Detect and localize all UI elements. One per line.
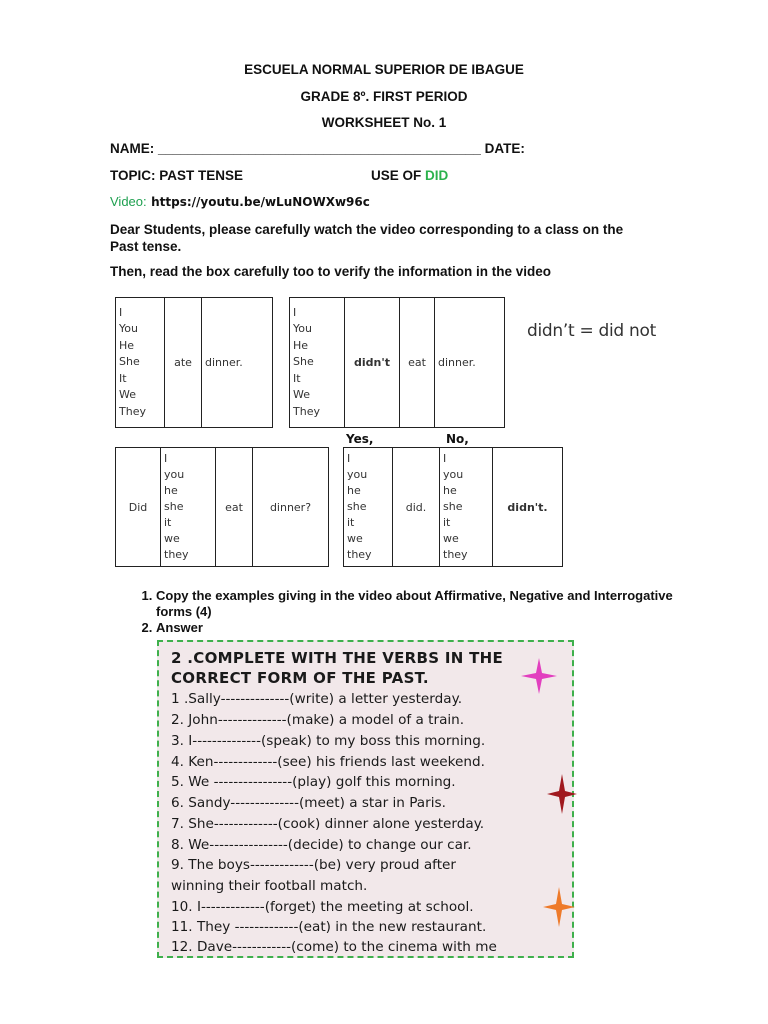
pronoun: it [443,516,451,529]
verb-cell: eat [216,448,253,567]
exercise-line: 7. She-------------(cook) dinner alone yesterday. [171,816,485,832]
pronoun: she [443,500,463,513]
pronoun: they [443,548,468,561]
pronoun: I [443,452,447,465]
contraction-note: didn’t = did not [527,321,656,341]
pronoun: you [443,468,464,481]
exercise-line: 3. I--------------(speak) to my boss this morning. [171,733,486,749]
red-star-icon [547,774,577,814]
orange-star-icon [543,887,575,927]
task-list [110,588,676,636]
object-cell: dinner. [202,298,273,428]
pronoun: I [347,452,351,465]
exercise-line: 2. John--------------(make) a model of a train. [171,712,465,728]
pronoun-cell [161,448,216,567]
pronoun: You [293,322,312,336]
exercise-line: 9. The boys-------------(be) very proud after [171,857,456,873]
pronoun: they [164,548,189,561]
task-item: 2. Answer [156,620,676,636]
pronoun-list [347,451,389,563]
pronoun-list [293,305,341,421]
verb-cell: eat [400,298,435,428]
affirmative-table [115,297,273,428]
pronoun-cell [116,298,165,428]
exercise-line: 8. We----------------(decide) to change our car. [171,837,472,853]
pronoun: she [164,500,184,513]
pronoun: We [119,388,136,402]
pronoun-cell [440,448,493,567]
pronoun: he [443,484,457,497]
exercise-line: 4. Ken-------------(see) his friends last weekend. [171,754,485,770]
pronoun-cell [344,448,393,567]
exercise-box [157,640,574,958]
exercise-line: 5. We ----------------(play) golf this morning. [171,774,456,790]
exercise-line: winning their football match. [171,878,368,894]
use-of-did: DID [425,168,449,183]
pronoun-list [443,451,489,563]
pronoun: we [443,532,459,545]
pronoun: you [347,468,368,481]
instruction-paragraph: Then, read the box carefully too to verify the information in the video [110,264,552,279]
pronoun: She [293,355,314,369]
exercise-line: 10. I-------------(forget) the meeting at school. [171,899,474,915]
exercise-line: 11. They -------------(eat) in the new restaurant. [171,919,487,935]
pronoun: You [119,322,138,336]
exercise-line: 6. Sandy--------------(meet) a star in Paris. [171,795,446,811]
pronoun: She [119,355,140,369]
exercise-line: 12. Dave------------(come) to the cinema with me [171,939,497,955]
topic-label: TOPIC: PAST TENSE [110,168,244,183]
video-link[interactable]: https://youtu.be/wLuNOWXw96c [151,195,370,209]
grade-period: GRADE 8º. FIRST PERIOD [300,89,468,104]
pronoun: she [347,500,367,513]
short-no-cell: didn't. [493,448,563,567]
task-item: 1. Copy the examples giving in the video about Affirmative, Negative and Interrogative forms (4) [156,588,676,620]
verb-cell: ate [165,298,202,428]
use-of-text: USE OF [371,168,422,183]
pronoun: They [119,404,146,418]
pronoun: We [293,388,310,402]
yes-label: Yes, [346,432,374,446]
worksheet-number: WORKSHEET No. 1 [321,115,447,130]
pronoun: it [164,516,172,529]
negative-table [289,297,505,428]
short-answers-table [343,447,563,567]
pronoun: It [293,371,301,385]
exercise-title-line2: CORRECT FORM OF THE PAST. [171,669,429,687]
exercise-title-line1: 2 .COMPLETE WITH THE VERBS IN THE [171,649,504,667]
aux-cell: Did [116,448,161,567]
pronoun: He [119,338,135,352]
aux-cell: didn't [345,298,400,428]
pronoun: I [164,452,168,465]
pronoun-list [164,451,212,563]
pronoun: it [347,516,355,529]
pronoun: we [164,532,180,545]
name-date-line: NAME: ___________________________________________ DATE: [110,141,525,156]
video-line [110,193,370,211]
video-label: Video: [110,194,147,209]
pink-star-icon [521,658,557,694]
question-table [115,447,329,567]
pronoun-list [119,305,161,421]
pronoun: he [347,484,361,497]
pronoun: It [119,371,127,385]
pronoun: he [164,484,178,497]
pronoun: He [293,338,309,352]
intro-paragraph: Dear Students, please carefully watch the video corresponding to a class on the Past tense. [110,222,624,254]
pronoun: I [293,305,297,319]
pronoun: They [293,404,320,418]
pronoun: they [347,548,372,561]
pronoun-cell [290,298,345,428]
use-of-label [371,168,448,183]
exercise-line: 1 .Sally--------------(write) a letter yesterday. [171,691,463,707]
school-name: ESCUELA NORMAL SUPERIOR DE IBAGUE [244,62,524,77]
no-label: No, [446,432,469,446]
pronoun: you [164,468,185,481]
pronoun: we [347,532,363,545]
short-yes-cell: did. [393,448,440,567]
pronoun: I [119,305,123,319]
object-cell: dinner? [253,448,329,567]
object-cell: dinner. [435,298,505,428]
